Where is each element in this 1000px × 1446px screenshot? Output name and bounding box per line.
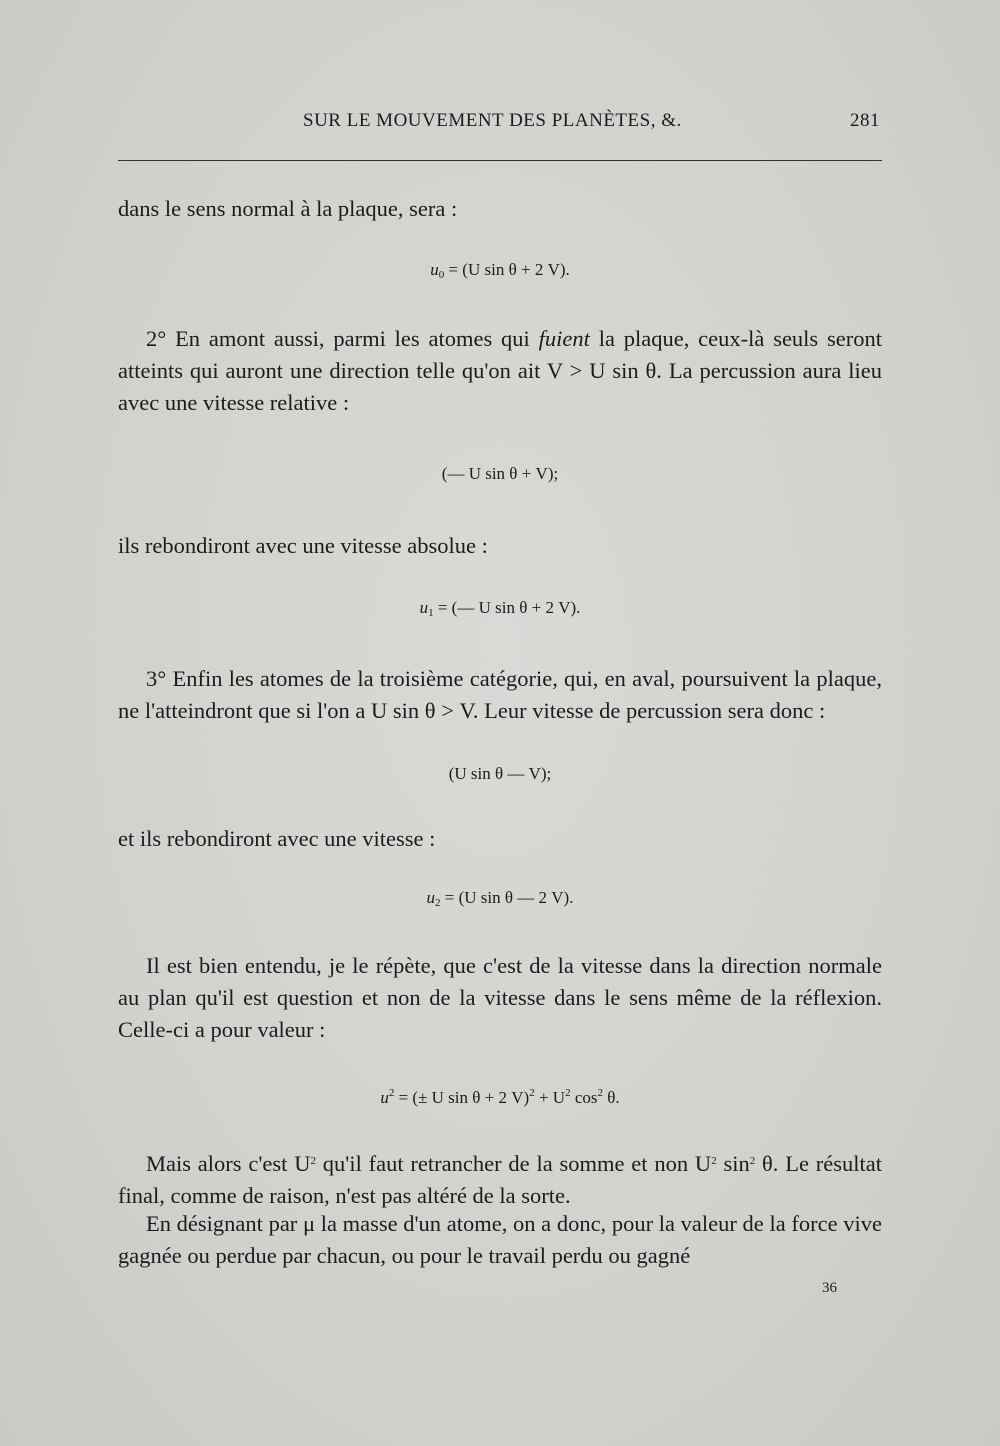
paragraph-2: [118, 323, 882, 419]
p7-part-a: Mais alors c'est U: [146, 1151, 311, 1176]
eq-usq-mid: = (± U sin θ + 2 V): [398, 1088, 530, 1107]
equation-u-squared: [118, 1082, 882, 1109]
eq-u2-rhs: = (U sin θ — 2 V).: [444, 888, 574, 907]
eq-usq-lhs: u: [380, 1088, 389, 1107]
eq-u2-lhs: u: [426, 888, 436, 907]
eq-u1-rhs: = (— U sin θ + 2 V).: [437, 598, 581, 617]
equation-u2: [118, 887, 882, 914]
paragraph-6: Il est bien entendu, je le répète, que c'est de la vitesse dans la direction normale au plan qu'il est question et non de la vitesse dans le sens même de la réflexion. Celle-ci a pour valeur :: [118, 953, 882, 1042]
signature-mark: 36: [822, 1280, 837, 1296]
eq-u1-lhs: u: [419, 598, 429, 617]
eq-usq-sup: 2: [388, 1087, 395, 1099]
paragraph-8: En désignant par μ la masse d'un atome, on a donc, pour la valeur de la force vive gagnée ou perdue par chacun, ou pour le travail perdu ou gagné: [118, 1211, 882, 1268]
equation-relative-1: (— U sin θ + V);: [441, 464, 559, 483]
paragraph-5: et ils rebondiront avec une vitesse :: [118, 826, 436, 851]
p7-part-c: sin: [716, 1151, 750, 1176]
equation-relative-2: (U sin θ — V);: [448, 764, 552, 783]
paragraph-1: dans le sens normal à la plaque, sera :: [118, 196, 458, 221]
eq-u2-sub: 2: [435, 897, 441, 909]
p7-part-b: qu'il faut retrancher de la somme et non U: [315, 1151, 712, 1176]
page-number: 281: [850, 110, 880, 131]
p7-sup-1: 2: [310, 1155, 316, 1167]
paragraph-4: 3° Enfin les atomes de la troisième catégorie, qui, en aval, poursuivent la plaque, ne l'atteindront que si l'on a U sin θ > V. Leur vitesse de percussion sera donc :: [118, 666, 882, 723]
eq-usq-end: θ.: [603, 1088, 620, 1107]
paragraph-7: [118, 1145, 882, 1212]
running-header: [118, 110, 882, 140]
paragraph-3: ils rebondiront avec une vitesse absolue :: [118, 533, 488, 558]
eq-u0-sub: 0: [438, 269, 445, 281]
eq-u1-sub: 1: [428, 607, 434, 619]
eq-usq-plus: + U: [534, 1088, 566, 1107]
equation-u0: [118, 259, 882, 286]
eq-usq-tail: cos: [570, 1088, 598, 1107]
p2-part-a: 2° En amont aussi, parmi les atomes qui: [146, 326, 539, 351]
header-rule: [118, 160, 882, 161]
eq-u0-lhs: u: [430, 260, 439, 279]
p2-emphasis: fuient: [538, 326, 590, 351]
p2-part-b: la plaque, ceux-là seuls seront atteints qui auront une direction telle qu'on ait V > U sin θ. La percussion aura lieu avec une vitesse relative :: [118, 326, 882, 415]
eq-usq-sup2: 2: [529, 1087, 535, 1099]
eq-usq-sup4: 2: [597, 1087, 603, 1099]
equation-u1: [118, 597, 882, 624]
eq-u0-rhs: = (U sin θ + 2 V).: [448, 260, 570, 279]
p7-sup-2: 2: [711, 1155, 717, 1167]
eq-usq-sup3: 2: [565, 1087, 571, 1099]
p7-part-d: θ. Le résultat final, comme de raison, n'est pas altéré de la sorte.: [118, 1151, 883, 1208]
p7-sup-3: 2: [749, 1155, 756, 1167]
running-title: SUR LE MOUVEMENT DES PLANÈTES, &.: [303, 110, 682, 131]
